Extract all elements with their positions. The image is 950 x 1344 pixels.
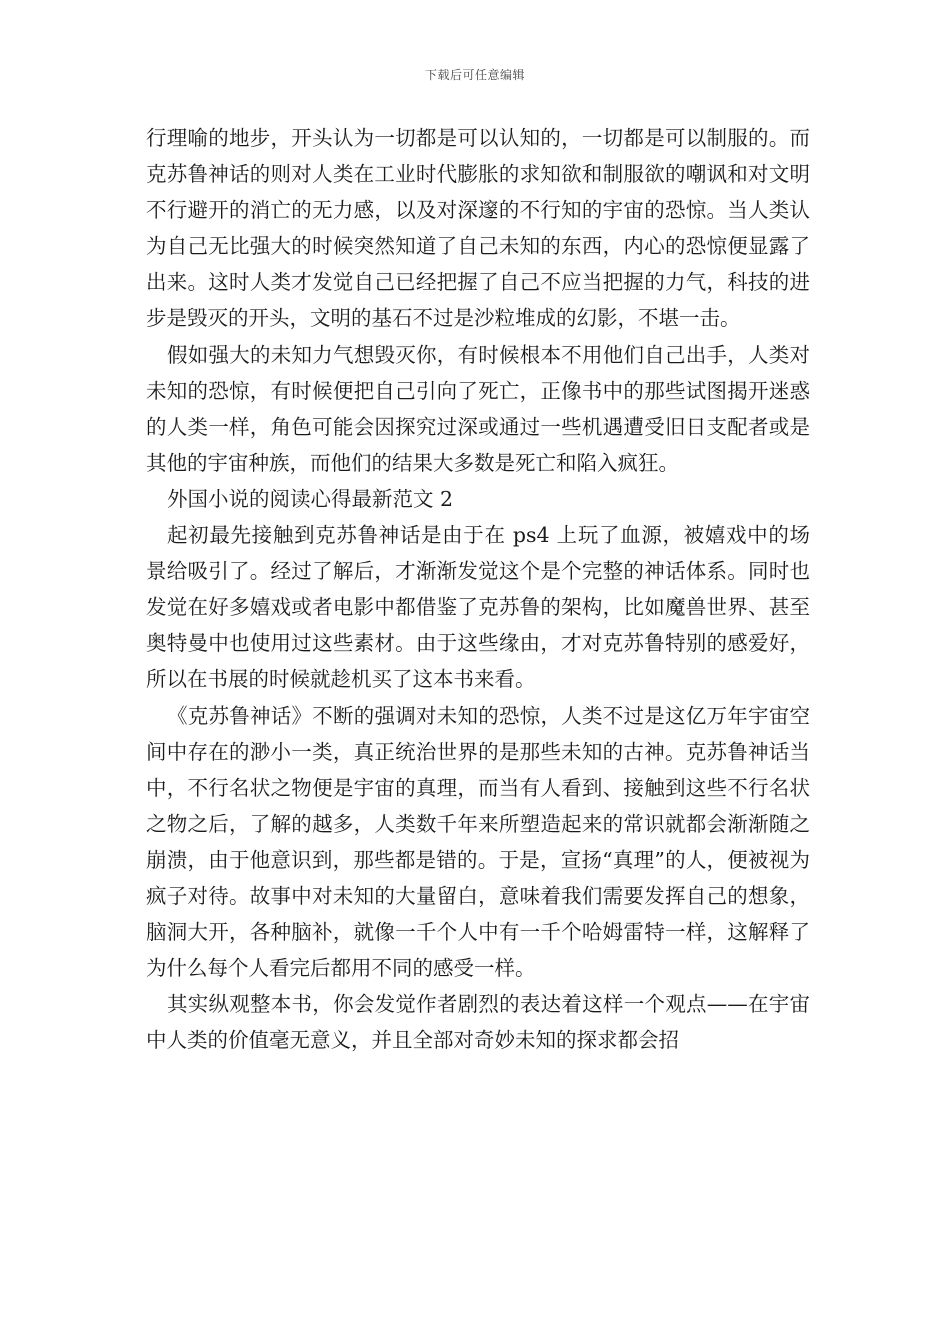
paragraph-4: 《克苏鲁神话》不断的强调对未知的恐惊，人类不过是这亿万年宇宙空间中存在的渺小一类，真正统治世界的是那些未知的古神。克苏鲁神话当中，不行名状之物便是宇宙的真理，而当有人看到、接触到这些不行名状之物之后，了解的越多，人类数千年来所塑造起来的常识就都会渐渐随之崩溃，由于他意识到，那些都是错的。于是，宣扬“真理”的人，便被视为疯子对待。故事中对未知的大量留白，意味着我们需要发挥自己的想象，脑洞大开，各种脑补，就像一千个人中有一千个哈姆雷特一样，这解释了为什么每个人看完后都用不同的感受一样。 — [146, 703, 810, 981]
document-body — [146, 120, 810, 1058]
paragraph-5: 其实纵观整本书，你会发觉作者剧烈的表达着这样一个观点——在宇宙中人类的价值毫无意义，并且全部对奇妙未知的探求都会招 — [146, 992, 810, 1053]
page-header: 下载后可任意编辑 — [424, 68, 525, 82]
section-heading: 外国小说的阅读心得最新范文 2 — [167, 486, 454, 511]
paragraph-3: 起初最先接触到克苏鲁神话是由于在 ps4 上玩了血源，被嬉戏中的场景给吸引了。经过了解后，才渐渐发觉这个是个完整的神话体系。同时也发觉在好多嬉戏或者电影中都借鉴了克苏鲁的架构，比如魔兽世界、甚至奥特曼中也使用过这些素材。由于这些缘由，才对克苏鲁特别的感爱好，所以在书展的时候就趁机买了这本书来看。 — [146, 523, 810, 692]
paragraph-1: 行理喻的地步，开头认为一切都是可以认知的，一切都是可以制服的。而克苏鲁神话的则对人类在工业时代膨胀的求知欲和制服欲的嘲讽和对文明不行避开的消亡的无力感，以及对深邃的不行知的宇宙的恐惊。当人类认为自己无比强大的时候突然知道了自己未知的东西，内心的恐惊便显露了出来。这时人类才发觉自己已经把握了自己不应当把握的力气，科技的进步是毁灭的开头，文明的基石不过是沙粒堆成的幻影，不堪一击。 — [146, 126, 810, 331]
paragraph-2: 假如强大的未知力气想毁灭你，有时候根本不用他们自己出手，人类对未知的恐惊，有时候便把自己引向了死亡，正像书中的那些试图揭开迷惑的人类一样，角色可能会因探究过深或通过一些机遇遭受旧日支配者或是其他的宇宙种族，而他们的结果大多数是死亡和陷入疯狂。 — [146, 342, 810, 475]
